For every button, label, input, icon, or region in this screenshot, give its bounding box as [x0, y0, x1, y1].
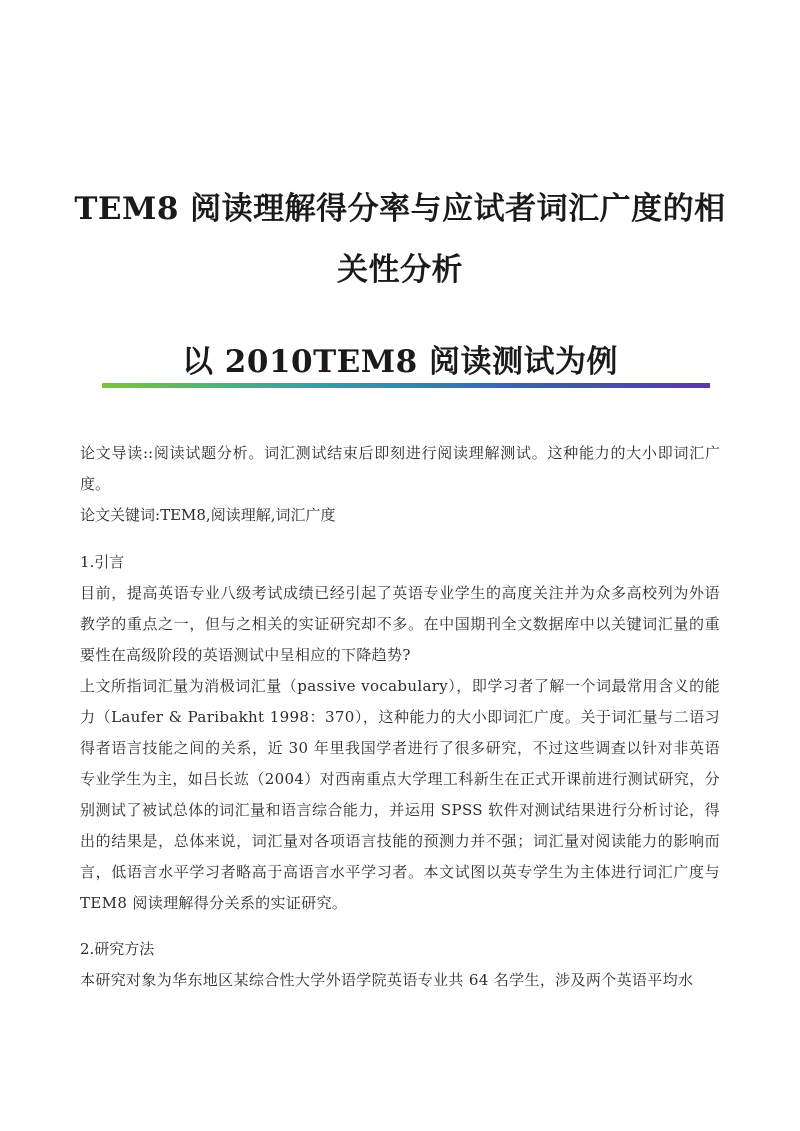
- gradient-divider: [102, 383, 710, 388]
- abstract-text: :阅读试题分析。词汇测试结束后即刻进行阅读理解测试。这种能力的大小即词汇广度。: [80, 444, 720, 493]
- page-title-line-1: TEM8 阅读理解得分率与应试者词汇广度的相: [74, 190, 726, 227]
- keywords-label: 论文关键词:: [80, 506, 161, 524]
- paragraph: 目前，提高英语专业八级考试成绩已经引起了英语专业学生的高度关注并为众多高校列为外语教学的重点之一，但与之相关的实证研究却不多。在中国期刊全文数据库中以关键词汇量的重要性在高级阶段的英语测试中呈相应的下降趋势?: [80, 584, 720, 664]
- keywords: [80, 500, 720, 531]
- page-title-line-2: 关性分析: [337, 251, 463, 288]
- keywords-text: TEM8,阅读理解,词汇广度: [160, 506, 336, 524]
- section-heading-introduction: 1.引言: [80, 553, 125, 571]
- section-heading-methods: 2.研究方法: [80, 940, 155, 958]
- paragraph: 上文所指词汇量为消极词汇量（passive vocabulary），即学习者了解一个词最常用含义的能力（Laufer & Paribakht 1998：370），这种能力的大小即词汇广度。关于词汇量与二语习得者语言技能之间的关系，近 30 年里我国学者进行了很多研究，不过这些调查以针对非英语专业学生为主，如吕长竑（2004）对西南重点大学理工科新生在正式开课前进行测试研究，分别测试了被试总体的词汇量和语言综合能力，并运用 SPSS 软件对测试结果进行分析讨论，得出的结果是，总体来说，词汇量对各项语言技能的预测力并不强；词汇量对阅读能力的影响而言，低语言水平学习者略高于高语言水平学习者。本文试图以英专学生为主体进行词汇广度与 TEM8 阅读理解得分关系的实证研究。: [80, 677, 720, 912]
- paragraph: 本研究对象为华东地区某综合性大学外语学院英语专业共 64 名学生，涉及两个英语平均水: [80, 971, 694, 989]
- abstract: [80, 438, 720, 500]
- abstract-label: 论文导读:: [80, 444, 149, 462]
- document-body: [80, 438, 720, 996]
- page-subtitle: 以 2010TEM8 阅读测试为例: [182, 343, 618, 380]
